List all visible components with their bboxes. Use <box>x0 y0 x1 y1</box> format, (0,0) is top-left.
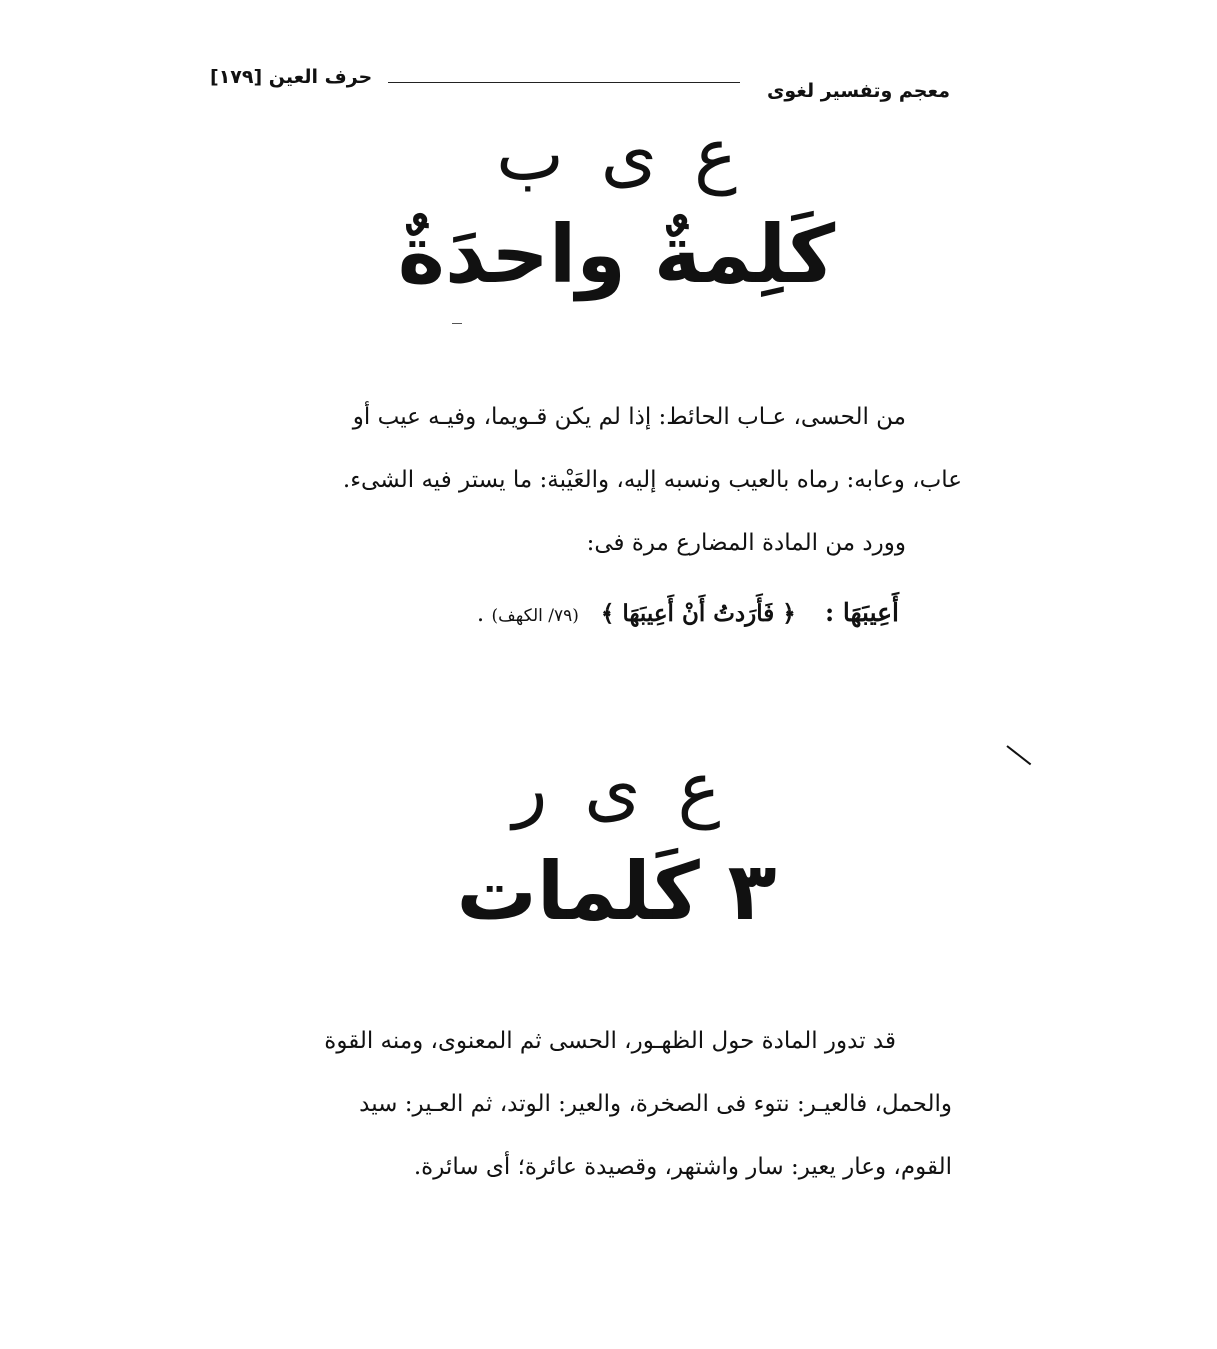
word-count: ٣ كَلمات <box>456 845 777 938</box>
verse-text: ﴿ فَأَرَدتُ أَنْ أَعِيبَهَا ﴾ <box>600 600 796 627</box>
header-rule <box>388 82 740 83</box>
word-count-heading-2 <box>0 845 1217 938</box>
ornament-dash <box>452 323 462 324</box>
root-letters: ع ى ر <box>512 746 721 830</box>
running-header <box>210 66 950 106</box>
header-book-title: معجم وتفسير لغوى <box>766 80 950 102</box>
word-count: كَلِمةٌ واحدَةٌ <box>397 208 836 301</box>
paragraph-line: عاب، وعابه: رماه بالعيب ونسبه إليه، والعَيْبة: ما يستر فيه الشىء. <box>342 467 962 493</box>
root-heading-1 <box>0 112 1217 196</box>
occurrence-intro: وورد من المادة المضارع مرة فى: <box>586 530 906 556</box>
paragraph-line: قد تدور المادة حول الظهـور، الحسى ثم المعنوى، ومنه القوة <box>324 1028 896 1054</box>
verse-reference: (٧٩/ الكهف) <box>491 606 579 626</box>
paragraph-line: من الحسى، عـاب الحائط: إذا لم يكن قـويما، وفيـه عيب أو <box>352 404 906 430</box>
header-chapter-page: حرف العين [١٧٩] <box>210 66 373 88</box>
root-letters: ع ى ب <box>496 112 737 196</box>
paragraph-line: والحمل، فالعيـر: نتوء فى الصخرة، والعير: الوتد، ثم العـير: سيد <box>359 1091 952 1117</box>
root-heading-2 <box>0 746 1217 830</box>
quran-occurrence <box>477 598 899 627</box>
paragraph-line: القوم، وعار يعير: سار واشتهر، وقصيدة عائرة؛ أى سائرة. <box>413 1154 952 1180</box>
definition-paragraph-2 <box>218 1010 952 1199</box>
word-count-heading-1 <box>0 208 1217 301</box>
definition-paragraph-1 <box>230 386 962 575</box>
sentence-end: . <box>476 601 485 627</box>
occurrence-word: أَعِيبَهَا : <box>824 598 899 627</box>
